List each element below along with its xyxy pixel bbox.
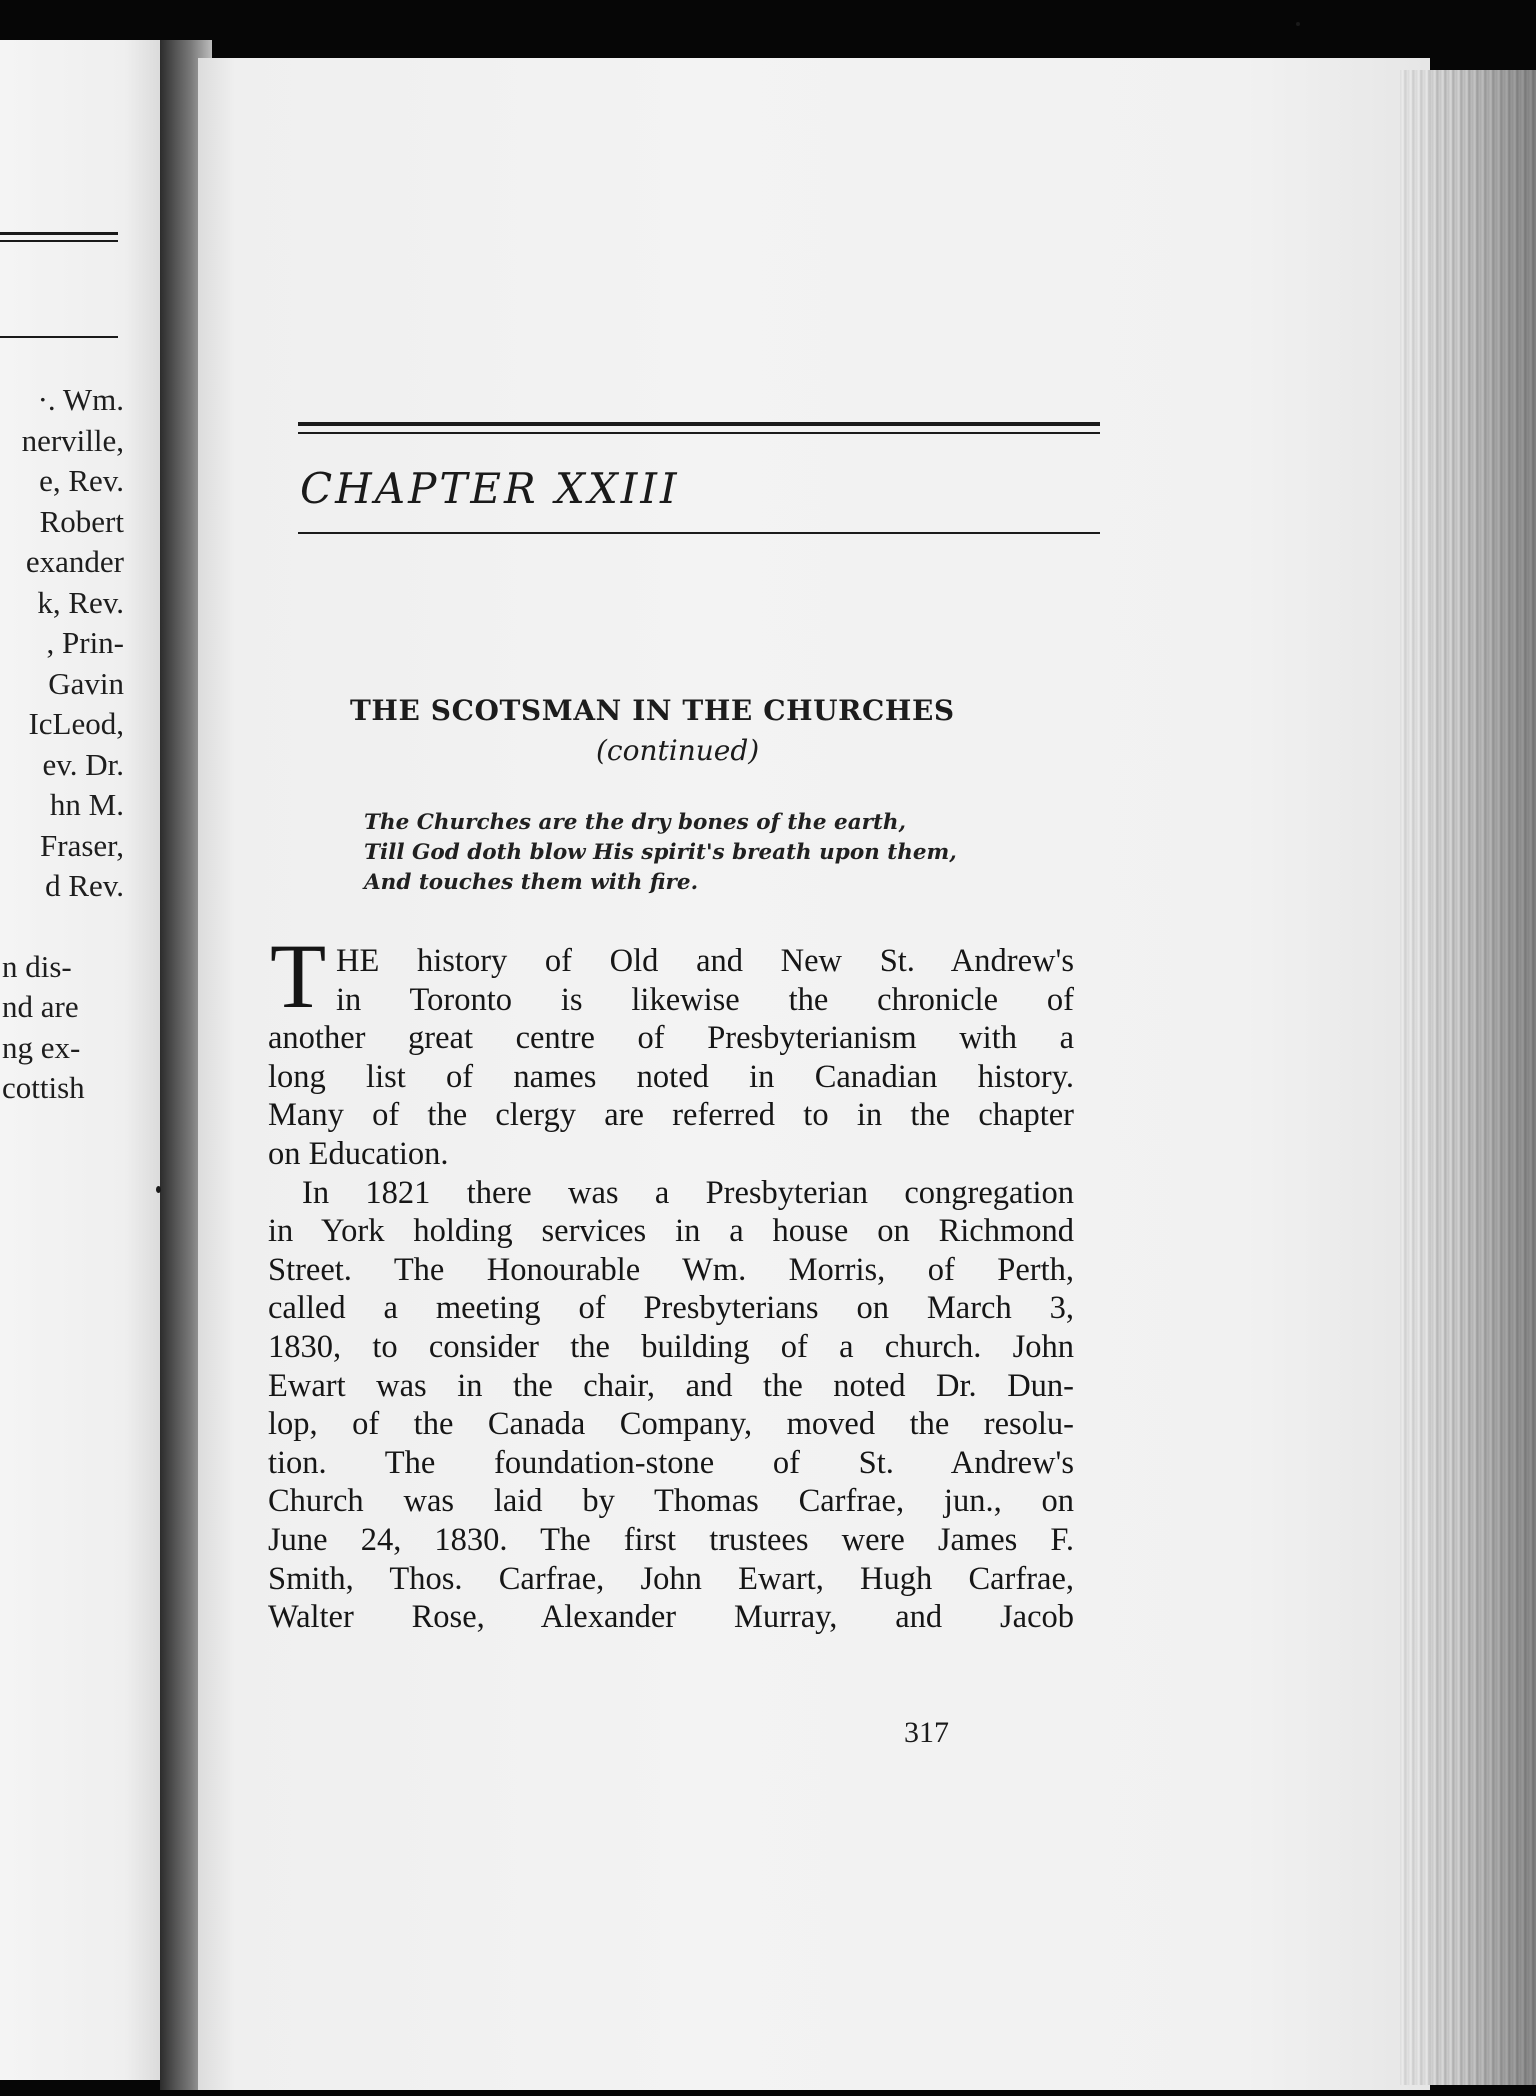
previous-page-line: Robert — [39, 503, 124, 539]
dust-speck — [1296, 22, 1300, 26]
body-line: in Toronto is likewise the chronicle of — [336, 981, 1074, 1018]
page-edges-shadow — [1400, 70, 1536, 2085]
previous-page-text — [0, 380, 124, 1109]
previous-page-line: Gavin — [48, 665, 124, 701]
chapter-rule-top-thin — [298, 432, 1100, 434]
chapter-title: CHAPTER XXIII — [300, 464, 680, 513]
body-line: Many of the clergy are referred to in the chapter — [268, 1097, 1074, 1134]
body-line: long list of names noted in Canadian history. — [268, 1058, 1074, 1095]
body-line: HE history of Old and New St. Andrew's — [336, 943, 1074, 979]
body-line: in York holding services in a house on Richmond — [268, 1213, 1074, 1250]
body-line: called a meeting of Presbyterians on March 3, — [268, 1290, 1074, 1327]
section-heading: THE SCOTSMAN IN THE CHURCHES — [350, 694, 955, 727]
previous-page-line: exander — [25, 544, 124, 579]
body-line: on Education. — [268, 1135, 449, 1172]
page-number: 317 — [904, 1716, 949, 1749]
previous-page-line: e, Rev. — [39, 463, 124, 498]
previous-page-line: cottish — [2, 1070, 85, 1105]
body-line: Walter Rose, Alexander Murray, and Jacob — [268, 1599, 1074, 1636]
previous-page-line — [0, 907, 124, 947]
body-text — [268, 942, 1074, 1637]
previous-page-line: nerville, — [21, 422, 124, 458]
body-line: Ewart was in the chair, and the noted Dr. Dun- — [268, 1367, 1074, 1404]
previous-page-line: Fraser, — [40, 827, 124, 863]
body-line: Street. The Honourable Wm. Morris, of Perth, — [268, 1251, 1074, 1288]
previous-page-line: n dis- — [2, 948, 72, 984]
section-subheading: (continued) — [596, 734, 760, 767]
previous-page-rule-thin — [0, 240, 118, 242]
previous-page-line: d Rev. — [45, 868, 124, 903]
body-line: 1830, to consider the building of a church. John — [268, 1328, 1074, 1365]
previous-page-line: k, Rev. — [37, 584, 124, 620]
body-line: In 1821 there was a Presbyterian congregation — [302, 1174, 1074, 1211]
previous-page-line: IcLeod, — [28, 706, 124, 741]
body-line: another great centre of Presbyterianism with a — [268, 1020, 1074, 1057]
chapter-rule-bottom — [298, 532, 1100, 534]
epigraph — [364, 808, 957, 898]
previous-page-line: ev. Dr. — [42, 746, 124, 782]
body-line: Smith, Thos. Carfrae, John Ewart, Hugh Carfrae, — [268, 1560, 1074, 1597]
previous-page-line: nd are — [2, 989, 79, 1024]
body-line: lop, of the Canada Company, moved the resolu- — [268, 1406, 1074, 1443]
previous-page-line: ·. Wm. — [37, 382, 124, 417]
previous-page-line: hn M. — [49, 787, 124, 822]
body-line: Church was laid by Thomas Carfrae, jun., on — [268, 1483, 1074, 1520]
dust-speck — [156, 1186, 161, 1193]
chapter-rule-top-thick — [298, 422, 1100, 426]
epigraph-line: And touches them with fire. — [364, 870, 699, 895]
previous-page — [0, 40, 178, 2080]
previous-page-rule-thick — [0, 232, 118, 235]
previous-page-line: ng ex- — [2, 1029, 81, 1065]
epigraph-line: The Churches are the dry bones of the earth, — [364, 810, 907, 835]
previous-page-rule-lower — [0, 336, 118, 338]
epigraph-line: Till God doth blow His spirit's breath upon them, — [364, 840, 957, 865]
body-line: tion. The foundation-stone of St. Andrew's — [268, 1444, 1074, 1481]
body-line: June 24, 1830. The first trustees were James F. — [268, 1521, 1074, 1558]
drop-cap: T — [270, 925, 327, 1027]
previous-page-line: , Prin- — [46, 625, 124, 660]
